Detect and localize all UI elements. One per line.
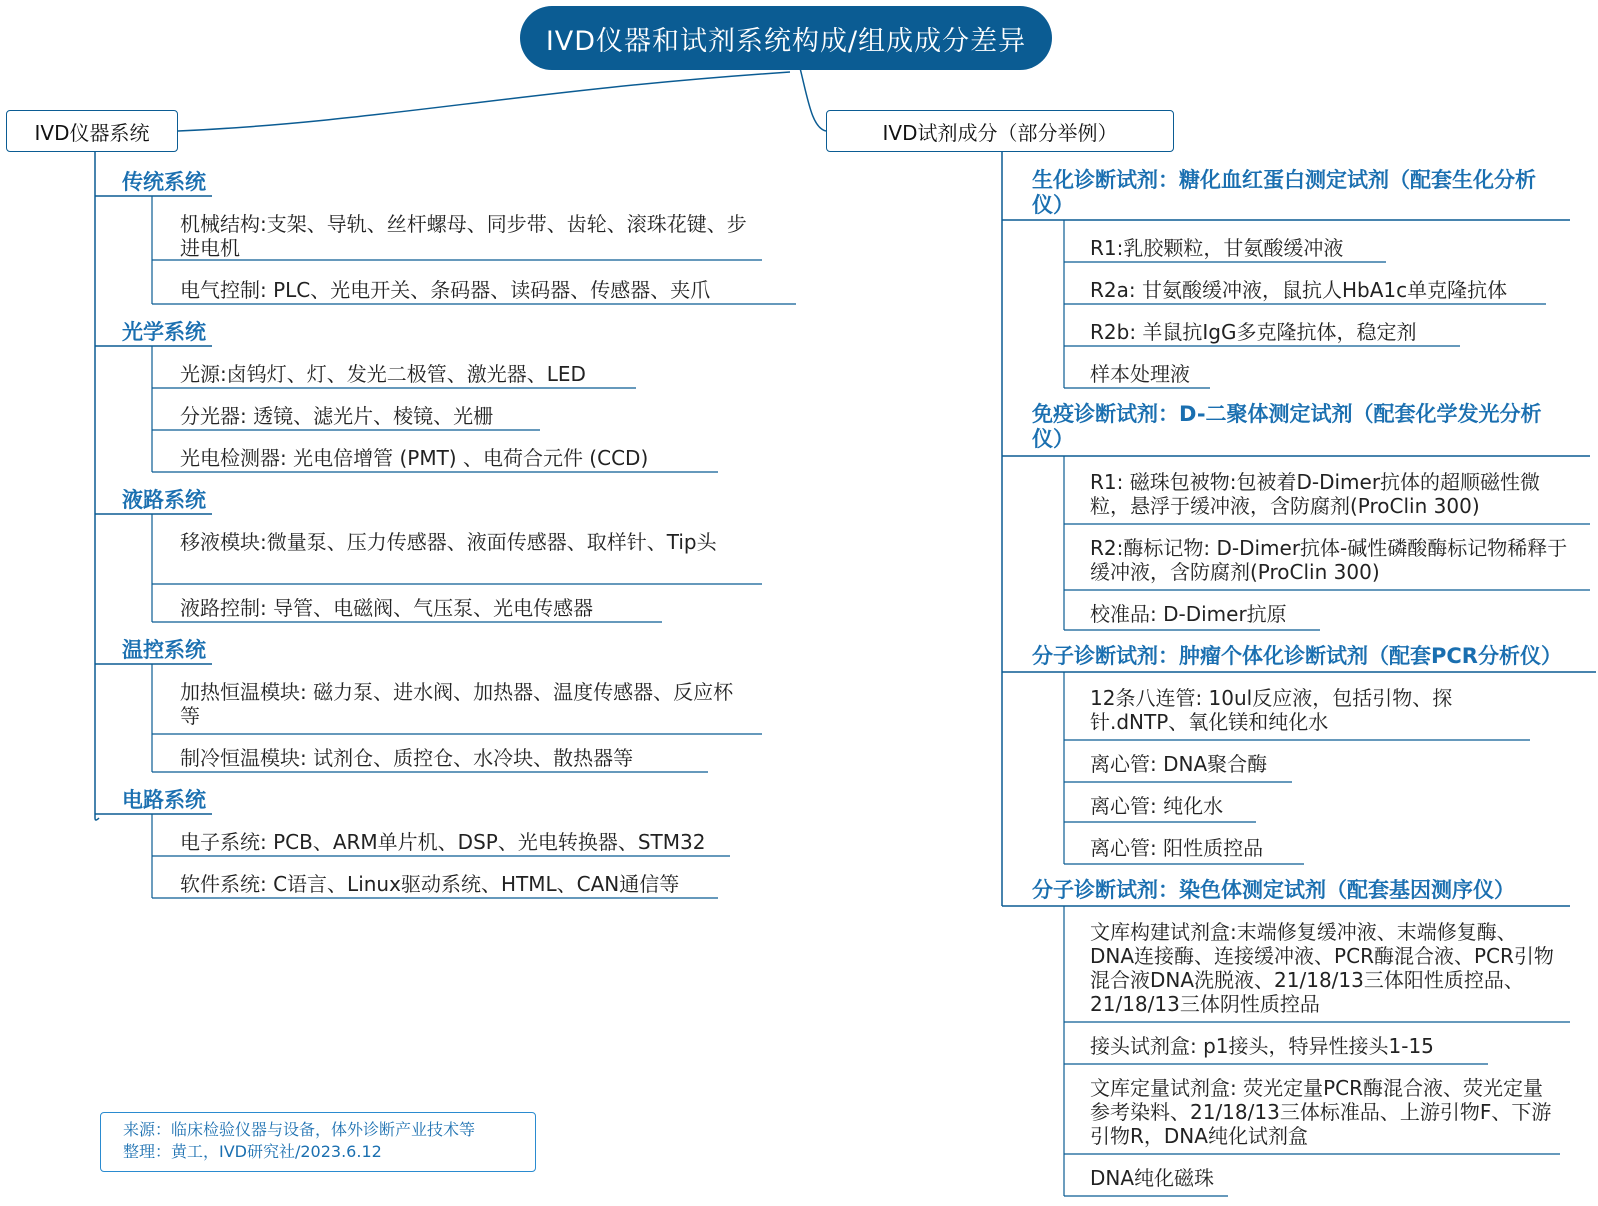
item-photodetector: 光电检测器: 光电倍增管 (PMT) 、电荷合元件 (CCD) (180, 446, 649, 470)
connector-root-right (800, 68, 826, 131)
item-r2-enzyme-label: R2:酶标记物: D-Dimer抗体-碱性磷酸酶标记物稀释于缓冲液，含防腐剂(ProClin 300) (1090, 536, 1568, 584)
item-adapter-kit: 接头试剂盒: p1接头，特异性接头1-15 (1090, 1034, 1434, 1058)
item-8-strip-tubes: 12条八连管: 10ul反应液，包括引物、探针.dNTP、氧化镁和纯化水 (1090, 686, 1453, 734)
item-electrical-control: 电气控制: PLC、光电开关、条码器、读码器、传感器、夹爪 (180, 278, 711, 302)
item-r2b: R2b: 羊鼠抗IgG多克隆抗体，稳定剂 (1090, 320, 1417, 344)
category-circuit-system: 电路系统 (122, 788, 206, 812)
item-library-construction-kit: 文库构建试剂盒:末端修复缓冲液、末端修复酶、DNA连接酶、连接缓冲液、PCR酶混合液、PCR引物混合液DNA洗脱液、21/18/13三体阳性质控品、21/18/13三体阴性质控品 (1090, 920, 1554, 1016)
item-pipetting-module: 移液模块:微量泵、压力传感器、液面传感器、取样针、Tip头 (180, 530, 717, 554)
category-immunoassay-reagent: 免疫诊断试剂：D-二聚体测定试剂（配套化学发光分析仪） (1032, 402, 1542, 451)
connector-left-trunk (95, 152, 99, 820)
root-title: IVD仪器和试剂系统构成/组成成分差异 (520, 6, 1052, 70)
item-calibrator: 校准品: D-Dimer抗原 (1090, 602, 1287, 626)
category-traditional-system: 传统系统 (122, 170, 206, 194)
item-light-source: 光源:卤钨灯、灯、发光二极管、激光器、LED (180, 362, 586, 386)
compiler-line: 整理：黄工，IVD研究社/2023.6.12 (123, 1142, 382, 1161)
item-mechanical-structure: 机械结构:支架、导轨、丝杆螺母、同步带、齿轮、滚珠花键、步进电机 (180, 212, 747, 260)
source-line: 来源：临床检验仪器与设备，体外诊断产业技术等 (123, 1120, 476, 1139)
item-fluid-control: 液路控制: 导管、电磁阀、气压泵、光电传感器 (180, 596, 594, 620)
item-cooling-module: 制冷恒温模块: 试剂仓、质控仓、水冷块、散热器等 (180, 746, 634, 770)
item-tube-dna-polymerase: 离心管: DNA聚合酶 (1090, 752, 1268, 776)
item-r1-magnetic-beads: R1: 磁珠包被物:包被着D-Dimer抗体的超顺磁性微粒，悬浮于缓冲液，含防腐剂(ProClin 300) (1090, 470, 1541, 518)
item-software-system: 软件系统: C语言、Linux驱动系统、HTML、CAN通信等 (180, 872, 680, 896)
item-dna-purification-beads: DNA纯化磁珠 (1090, 1166, 1215, 1190)
source-note (100, 1112, 536, 1172)
instrument-system-node: IVD仪器系统 (6, 110, 178, 152)
connector-root-left (178, 72, 790, 131)
item-sample-treatment: 样本处理液 (1090, 362, 1190, 386)
item-spectroscope: 分光器: 透镜、滤光片、棱镜、光栅 (180, 404, 494, 428)
category-molecular-chromosome-reagent: 分子诊断试剂：染色体测定试剂（配套基因测序仪） (1032, 878, 1515, 902)
category-biochemical-reagent: 生化诊断试剂：糖化血红蛋白测定试剂（配套生化分析仪） (1032, 168, 1536, 217)
category-molecular-tumor-reagent: 分子诊断试剂：肿瘤个体化诊断试剂（配套PCR分析仪） (1032, 644, 1562, 668)
item-electronic-system: 电子系统: PCB、ARM单片机、DSP、光电转换器、STM32 (180, 830, 706, 854)
item-tube-positive-control: 离心管: 阳性质控品 (1090, 836, 1264, 860)
item-heating-module: 加热恒温模块: 磁力泵、进水阀、加热器、温度传感器、反应杯等 (180, 680, 734, 728)
item-library-quantification-kit: 文库定量试剂盒: 荧光定量PCR酶混合液、荧光定量参考染料、21/18/13三体标准品、上游引物F、下游引物R，DNA纯化试剂盒 (1090, 1076, 1552, 1148)
item-r2a: R2a: 甘氨酸缓冲液，鼠抗人HbA1c单克隆抗体 (1090, 278, 1508, 302)
category-optical-system: 光学系统 (122, 320, 206, 344)
category-fluid-system: 液路系统 (122, 488, 206, 512)
item-tube-pure-water: 离心管: 纯化水 (1090, 794, 1224, 818)
item-r1-latex: R1:乳胶颗粒，甘氨酸缓冲液 (1090, 236, 1344, 260)
category-temperature-system: 温控系统 (122, 638, 206, 662)
reagent-components-node: IVD试剂成分（部分举例） (826, 110, 1174, 152)
